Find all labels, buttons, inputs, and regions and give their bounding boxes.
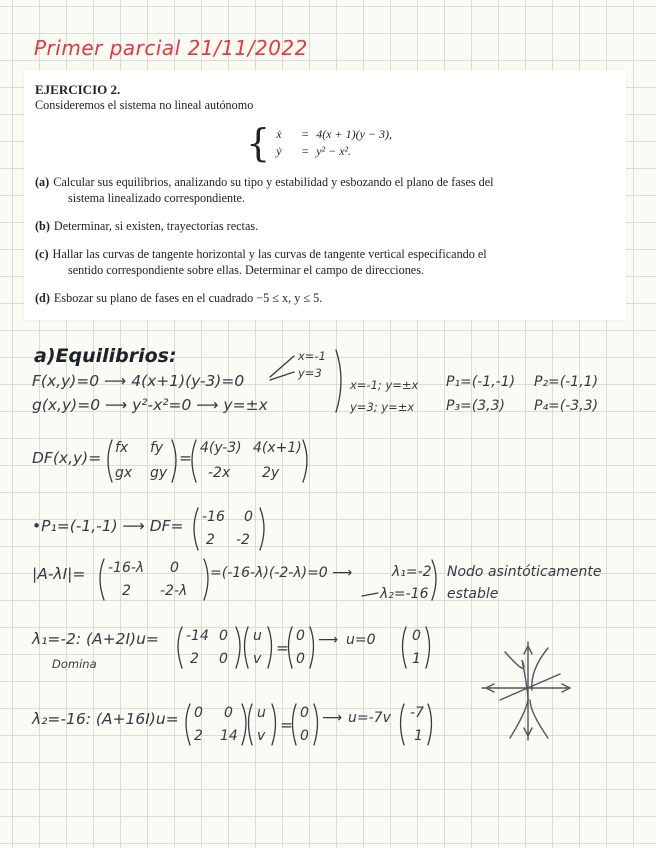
section-heading: a)Equilibrios: [34,345,177,367]
ev1-mat-21: 2 [190,651,199,667]
ev2-mat-12: 0 [224,705,233,721]
ev1-vec-2: 1 [412,651,421,667]
char-label: |A-λI|= [32,565,86,583]
char-22: -2-λ [160,583,188,599]
jacobian-val-12: 4(x+1) [253,440,302,456]
equilibrium-p1: P₁=(-1,-1) [446,374,516,390]
ev2-result: u=-7v [348,710,391,726]
ev2-mat-21: 2 [194,728,203,744]
exercise-heading: EJERCICIO 2. [35,82,121,97]
p1-evaluation: •P₁=(-1,-1) ⟶ DF= [32,517,184,535]
item-label: (d) [35,291,50,305]
char-21: 2 [122,583,131,599]
jacobian-sym-22: gy [150,465,168,481]
exercise-intro: Consideremos el sistema no lineal autónomo [35,98,254,112]
jacobian-sym-12: fy [150,440,164,456]
item-text: Determinar, si existen, trayectorias rectas. [53,219,259,233]
item-label: (c) [35,247,49,261]
jacobian-val-22: 2y [262,465,280,481]
equation-rhs: 4(x + 1)(y − 3), [316,127,393,141]
f-branch-2: y=3 [298,366,322,380]
item-text: Hallar las curvas de tangente horizontal y las curvas de tangente vertical especificando el [52,247,487,261]
char-11: -16-λ [108,560,145,576]
classification-line-2: estable [447,586,499,602]
f-equation: F(x,y)=0 ⟶ 4(x+1)(y-3)=0 [32,372,245,390]
combination-1: x=-1; y=±x [350,378,419,392]
g-equation: g(x,y)=0 ⟶ y²-x²=0 ⟶ y=±x [32,396,268,414]
ev2-equals: = [280,716,293,734]
ev1-result: u=0 [346,632,376,648]
equation-sign: = [301,127,309,141]
eigenvalue-2: λ₂=-16 [380,586,429,602]
equation-lhs: ẏ [276,144,282,158]
ev1-u: u [253,628,262,644]
ev1-vec-1: 0 [412,628,421,644]
ev2-zero-1: 0 [300,705,309,721]
equilibrium-p3: P₃=(3,3) [446,398,505,414]
equilibrium-p2: P₂=(-1,1) [534,374,599,390]
ev2-u: u [257,705,266,721]
equation-lhs: ẋ [276,127,282,141]
ev2-arrow: ⟶ [322,710,343,726]
eigenvector-2-eq: λ₂=-16: (A+16I)u= [32,710,179,728]
jacobian-label: DF(x,y)= [32,449,102,467]
page-title: Primer parcial 21/11/2022 [34,36,308,60]
ev2-v: v [257,728,266,744]
df-p1-22: -2 [236,532,250,548]
classification-line-1: Nodo asintóticamente [447,564,602,580]
char-polynomial: =(-16-λ)(-2-λ)=0 ⟶ [210,565,353,581]
ev2-mat-11: 0 [194,705,203,721]
ev1-mat-22: 0 [219,651,228,667]
ev1-zero-1: 0 [296,628,305,644]
ev1-equals: = [276,639,289,657]
item-text: Esbozar su plano de fases en el cuadrado −5 ≤ x, y ≤ 5. [53,291,323,305]
df-p1-12: 0 [244,509,253,525]
char-12: 0 [170,560,179,576]
ev2-zero-2: 0 [300,728,309,744]
closing-paren [336,350,341,412]
item-label: (a) [35,175,50,189]
jacobian-val-21: -2x [208,465,231,481]
left-brace: { [246,121,271,165]
ev1-mat-11: -14 [186,628,209,644]
ev2-vec-1: -7 [410,705,424,721]
equation-rhs: y² − x². [316,144,352,158]
jacobian-val-11: 4(y-3) [200,440,242,456]
equilibrium-p4: P₄=(-3,3) [534,398,599,414]
ev1-v: v [253,651,262,667]
jacobian-sym-11: fx [115,440,129,456]
ev1-zero-2: 0 [296,651,305,667]
equation-sign: = [301,144,309,158]
item-text: Calcular sus equilibrios, analizando su tipo y estabilidad y esbozando el plano de fases del [53,175,494,189]
jacobian-sym-21: gx [115,465,133,481]
df-p1-21: 2 [206,532,215,548]
f-branch-1: x=-1 [298,349,326,363]
df-p1-11: -16 [202,509,225,525]
item-label: (b) [35,219,50,233]
eigenvector-1-eq: λ₁=-2: (A+2I)u= [32,630,159,648]
combination-2: y=3; y=±x [350,400,415,414]
eigenvalue-1: λ₁=-2 [392,564,432,580]
item-text-cont: sistema linealizado correspondiente. [68,191,245,205]
dominant-note: Domina [52,657,97,671]
phase-portrait-sketch [482,642,570,740]
equals-sign: = [179,449,192,467]
ev1-arrow: ⟶ [318,632,339,648]
ev1-mat-12: 0 [219,628,228,644]
item-text-cont: sentido correspondiente sobre ellas. Determinar el campo de direcciones. [68,263,425,277]
ev2-vec-2: 1 [414,728,423,744]
ev2-mat-22: 14 [220,728,238,744]
